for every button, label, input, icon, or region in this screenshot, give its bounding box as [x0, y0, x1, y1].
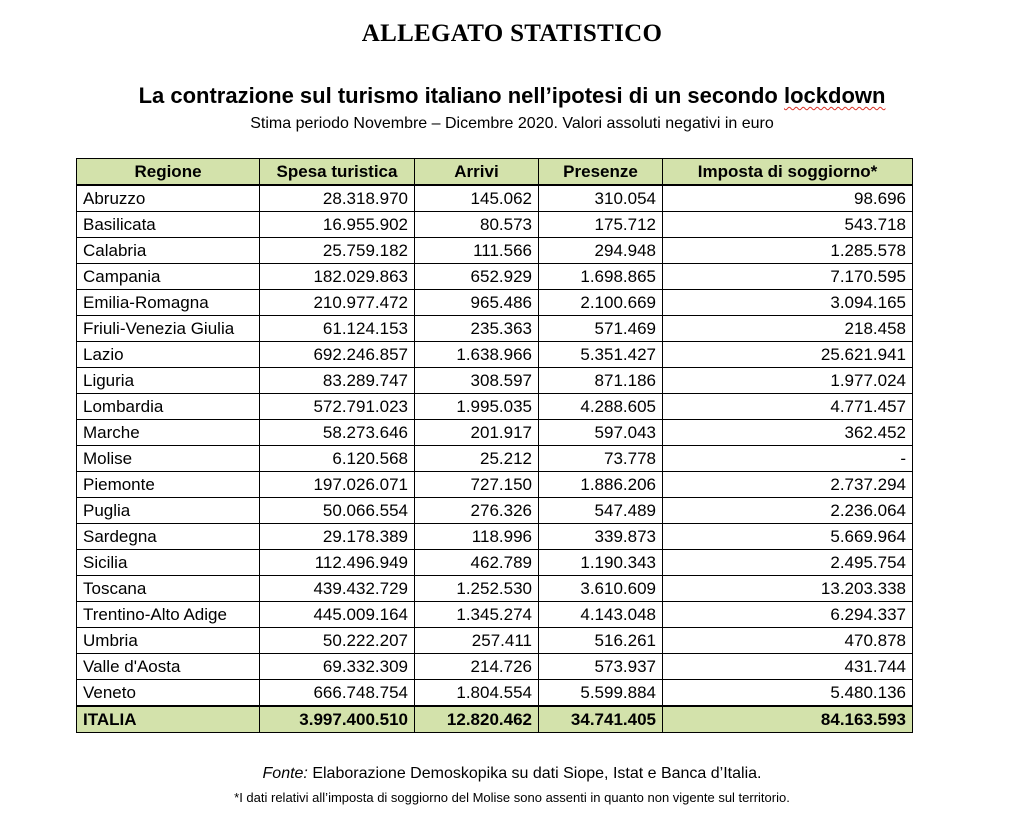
- cell-regione: Abruzzo: [77, 185, 260, 212]
- cell-regione: Sardegna: [77, 524, 260, 550]
- column-header-presenze: Presenze: [539, 159, 663, 186]
- table-row: [77, 238, 913, 264]
- cell-presenze: 2.100.669: [539, 290, 663, 316]
- cell-spesa-turistica: 83.289.747: [260, 368, 415, 394]
- cell-regione: Friuli-Venezia Giulia: [77, 316, 260, 342]
- cell-spesa-turistica: 61.124.153: [260, 316, 415, 342]
- cell-imposta-di-soggiorno: 84.163.593: [663, 706, 913, 733]
- table-row: [77, 185, 913, 212]
- column-header-regione: Regione: [77, 159, 260, 186]
- cell-spesa-turistica: 25.759.182: [260, 238, 415, 264]
- table-row: [77, 498, 913, 524]
- cell-presenze: 4.143.048: [539, 602, 663, 628]
- cell-regione: Veneto: [77, 680, 260, 707]
- cell-spesa-turistica: 445.009.164: [260, 602, 415, 628]
- cell-spesa-turistica: 3.997.400.510: [260, 706, 415, 733]
- cell-spesa-turistica: 28.318.970: [260, 185, 415, 212]
- cell-presenze: 310.054: [539, 185, 663, 212]
- column-header-imposta-di-soggiorno: Imposta di soggiorno*: [663, 159, 913, 186]
- cell-arrivi: 1.638.966: [415, 342, 539, 368]
- cell-imposta-di-soggiorno: 5.480.136: [663, 680, 913, 707]
- column-header-spesa-turistica: Spesa turistica: [260, 159, 415, 186]
- statistics-table: [76, 158, 913, 733]
- cell-arrivi: 118.996: [415, 524, 539, 550]
- cell-presenze: 1.886.206: [539, 472, 663, 498]
- cell-imposta-di-soggiorno: 13.203.338: [663, 576, 913, 602]
- cell-presenze: 547.489: [539, 498, 663, 524]
- cell-arrivi: 727.150: [415, 472, 539, 498]
- cell-imposta-di-soggiorno: 543.718: [663, 212, 913, 238]
- cell-regione: Marche: [77, 420, 260, 446]
- cell-arrivi: 111.566: [415, 238, 539, 264]
- table-row: [77, 342, 913, 368]
- cell-regione: Lombardia: [77, 394, 260, 420]
- cell-regione: Lazio: [77, 342, 260, 368]
- cell-spesa-turistica: 58.273.646: [260, 420, 415, 446]
- cell-arrivi: 1.252.530: [415, 576, 539, 602]
- cell-regione: Liguria: [77, 368, 260, 394]
- cell-arrivi: 276.326: [415, 498, 539, 524]
- table-row: [77, 420, 913, 446]
- table-row: [77, 316, 913, 342]
- cell-spesa-turistica: 439.432.729: [260, 576, 415, 602]
- cell-arrivi: 214.726: [415, 654, 539, 680]
- cell-imposta-di-soggiorno: 98.696: [663, 185, 913, 212]
- cell-regione: Valle d'Aosta: [77, 654, 260, 680]
- cell-presenze: 5.351.427: [539, 342, 663, 368]
- cell-presenze: 4.288.605: [539, 394, 663, 420]
- cell-imposta-di-soggiorno: 1.977.024: [663, 368, 913, 394]
- cell-presenze: 597.043: [539, 420, 663, 446]
- table-row: [77, 602, 913, 628]
- table-header-row: [77, 159, 913, 186]
- cell-regione: ITALIA: [77, 706, 260, 733]
- document-subtitle: Stima periodo Novembre – Dicembre 2020. Valori assoluti negativi in euro: [250, 115, 774, 132]
- cell-spesa-turistica: 50.066.554: [260, 498, 415, 524]
- cell-spesa-turistica: 50.222.207: [260, 628, 415, 654]
- cell-spesa-turistica: 6.120.568: [260, 446, 415, 472]
- cell-regione: Puglia: [77, 498, 260, 524]
- cell-regione: Molise: [77, 446, 260, 472]
- cell-arrivi: 25.212: [415, 446, 539, 472]
- cell-imposta-di-soggiorno: -: [663, 446, 913, 472]
- cell-imposta-di-soggiorno: 470.878: [663, 628, 913, 654]
- cell-regione: Calabria: [77, 238, 260, 264]
- cell-imposta-di-soggiorno: 218.458: [663, 316, 913, 342]
- cell-spesa-turistica: 692.246.857: [260, 342, 415, 368]
- cell-regione: Trentino-Alto Adige: [77, 602, 260, 628]
- cell-presenze: 294.948: [539, 238, 663, 264]
- cell-arrivi: 1.995.035: [415, 394, 539, 420]
- cell-arrivi: 1.345.274: [415, 602, 539, 628]
- cell-presenze: 871.186: [539, 368, 663, 394]
- cell-arrivi: 201.917: [415, 420, 539, 446]
- cell-presenze: 5.599.884: [539, 680, 663, 707]
- cell-presenze: 175.712: [539, 212, 663, 238]
- cell-imposta-di-soggiorno: 362.452: [663, 420, 913, 446]
- table-row: [77, 680, 913, 707]
- spellcheck-flagged-word: lockdown: [783, 83, 886, 108]
- cell-presenze: 573.937: [539, 654, 663, 680]
- cell-arrivi: 80.573: [415, 212, 539, 238]
- cell-arrivi: 652.929: [415, 264, 539, 290]
- table-body: [77, 185, 913, 733]
- cell-regione: Emilia-Romagna: [77, 290, 260, 316]
- cell-arrivi: 965.486: [415, 290, 539, 316]
- cell-regione: Umbria: [77, 628, 260, 654]
- document-title: [0, 83, 1024, 109]
- cell-spesa-turistica: 210.977.472: [260, 290, 415, 316]
- table-row: [77, 212, 913, 238]
- cell-arrivi: 145.062: [415, 185, 539, 212]
- source-text: Elaborazione Demoskopika su dati Siope, Istat e Banca d’Italia.: [307, 765, 762, 782]
- table-row: [77, 472, 913, 498]
- column-header-arrivi: Arrivi: [415, 159, 539, 186]
- cell-presenze: 1.698.865: [539, 264, 663, 290]
- cell-regione: Basilicata: [77, 212, 260, 238]
- table-row: [77, 394, 913, 420]
- cell-presenze: 516.261: [539, 628, 663, 654]
- cell-imposta-di-soggiorno: 2.737.294: [663, 472, 913, 498]
- table-row: [77, 654, 913, 680]
- cell-imposta-di-soggiorno: 6.294.337: [663, 602, 913, 628]
- table-row: [77, 628, 913, 654]
- cell-presenze: 73.778: [539, 446, 663, 472]
- cell-spesa-turistica: 112.496.949: [260, 550, 415, 576]
- cell-spesa-turistica: 572.791.023: [260, 394, 415, 420]
- table-row: [77, 446, 913, 472]
- table-row: [77, 264, 913, 290]
- cell-regione: Piemonte: [77, 472, 260, 498]
- cell-imposta-di-soggiorno: 25.621.941: [663, 342, 913, 368]
- cell-arrivi: 308.597: [415, 368, 539, 394]
- cell-presenze: 3.610.609: [539, 576, 663, 602]
- cell-regione: Campania: [77, 264, 260, 290]
- cell-presenze: 1.190.343: [539, 550, 663, 576]
- cell-imposta-di-soggiorno: 2.236.064: [663, 498, 913, 524]
- cell-imposta-di-soggiorno: 4.771.457: [663, 394, 913, 420]
- cell-spesa-turistica: 29.178.389: [260, 524, 415, 550]
- table-row: [77, 550, 913, 576]
- cell-arrivi: 235.363: [415, 316, 539, 342]
- footnote: *I dati relativi all’imposta di soggiorno del Molise sono assenti in quanto non vigente sul territorio.: [234, 790, 790, 805]
- cell-imposta-di-soggiorno: 2.495.754: [663, 550, 913, 576]
- cell-regione: Sicilia: [77, 550, 260, 576]
- cell-arrivi: 1.804.554: [415, 680, 539, 707]
- cell-spesa-turistica: 666.748.754: [260, 680, 415, 707]
- cell-imposta-di-soggiorno: 3.094.165: [663, 290, 913, 316]
- table-row: [77, 576, 913, 602]
- source-label: Fonte:: [262, 765, 308, 782]
- cell-imposta-di-soggiorno: 1.285.578: [663, 238, 913, 264]
- document-heading: ALLEGATO STATISTICO: [361, 20, 663, 47]
- title-text: La contrazione sul turismo italiano nell’ipotesi di un secondo: [138, 83, 784, 108]
- cell-imposta-di-soggiorno: 5.669.964: [663, 524, 913, 550]
- cell-imposta-di-soggiorno: 7.170.595: [663, 264, 913, 290]
- cell-spesa-turistica: 182.029.863: [260, 264, 415, 290]
- table-total-row: [77, 706, 913, 733]
- cell-imposta-di-soggiorno: 431.744: [663, 654, 913, 680]
- table-row: [77, 290, 913, 316]
- cell-arrivi: 12.820.462: [415, 706, 539, 733]
- cell-presenze: 571.469: [539, 316, 663, 342]
- table-row: [77, 524, 913, 550]
- cell-presenze: 339.873: [539, 524, 663, 550]
- cell-spesa-turistica: 69.332.309: [260, 654, 415, 680]
- table-row: [77, 368, 913, 394]
- cell-arrivi: 257.411: [415, 628, 539, 654]
- source-note: [0, 765, 1024, 783]
- cell-presenze: 34.741.405: [539, 706, 663, 733]
- cell-arrivi: 462.789: [415, 550, 539, 576]
- cell-spesa-turistica: 16.955.902: [260, 212, 415, 238]
- cell-spesa-turistica: 197.026.071: [260, 472, 415, 498]
- cell-regione: Toscana: [77, 576, 260, 602]
